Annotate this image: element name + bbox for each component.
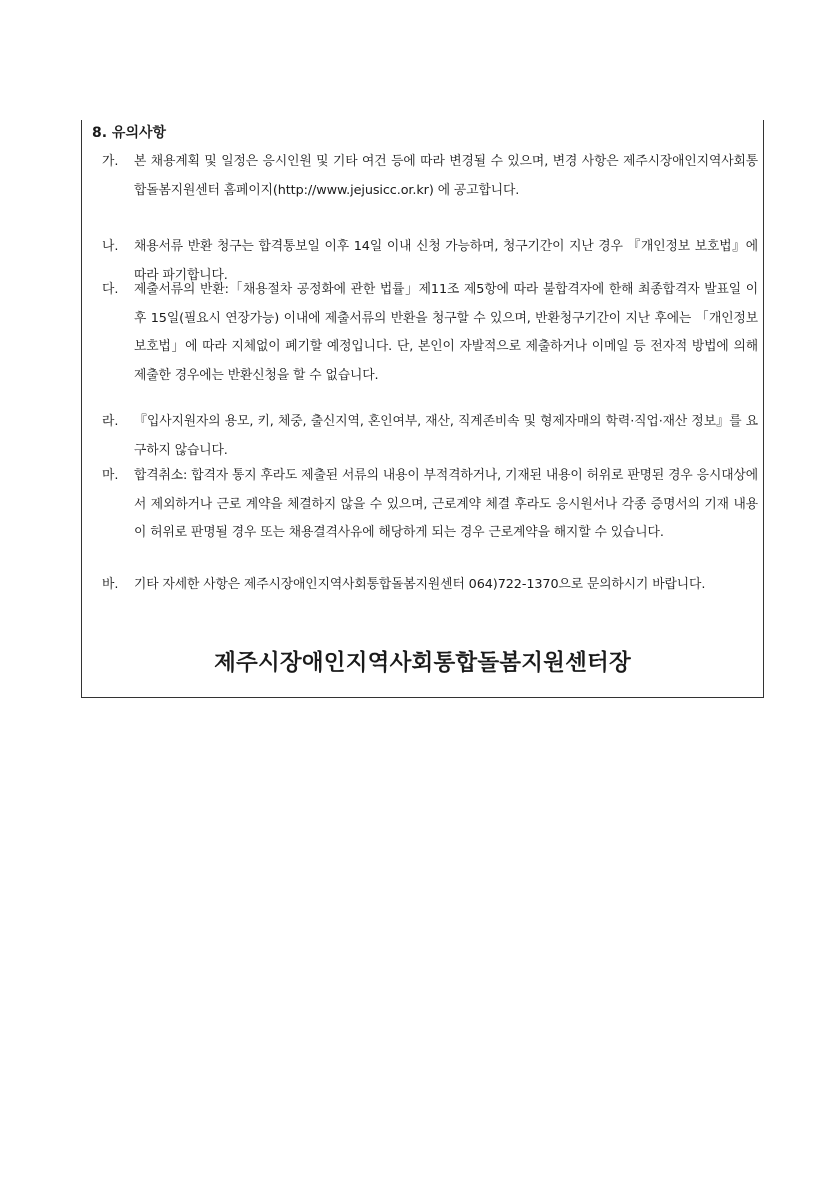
section-heading: 8. 유의사항	[92, 125, 167, 141]
item-number: 라.	[102, 414, 119, 429]
item-number: 마.	[102, 468, 119, 483]
item-text: 채용서류 반환 청구는 합격통보일 이후 14일 이내 신청 가능하며, 청구기간이 지난 경우 『개인정보 보호법』에 따라 파기합니다.	[134, 239, 758, 283]
item-text: 합격취소: 합격자 통지 후라도 제출된 서류의 내용이 부적격하거나, 기재된 내용이 허위로 판명된 경우 응시대상에서 제외하거나 근로 계약을 체결하지 않을 수 있으며, 근로계약 체결 후라도 응시원서나 각종 증명서의 기재 내용이 허위로 판명될 경우 또는 채용결격사유에 해당하게 되는 경우 근로계약을 해지할 수 있습니다.	[134, 468, 758, 540]
issuer-title: 제주시장애인지역사회통합돌봄지원센터장	[214, 650, 631, 676]
item-text: 기타 자세한 사항은 제주시장애인지역사회통합돌봄지원센터 064)722-1370으로 문의하시기 바랍니다.	[134, 577, 706, 592]
list-item	[102, 276, 758, 390]
item-text: 『입사지원자의 용모, 키, 체중, 출신지역, 혼인여부, 재산, 직계존비속 및 형제자매의 학력·직업·재산 정보』를 요구하지 않습니다.	[134, 414, 758, 458]
list-item	[102, 462, 758, 548]
item-text: 제출서류의 반환:「채용절차 공정화에 관한 법률」제11조 제5항에 따라 불합격자에 한해 최종합격자 발표일 이후 15일(필요시 연장가능) 이내에 제출서류의 반환을 청구할 수 있으며, 반환청구기간이 지난 후에는 「개인정보보호법」에 따라 지체없이 폐기할 예정입니다. 단, 본인이 자발적으로 제출하거나 이메일 등 전자적 방법에 의해 제출한 경우에는 반환신청을 할 수 없습니다.	[134, 282, 758, 383]
item-number: 다.	[102, 282, 119, 297]
item-text: 본 채용계획 및 일정은 응시인원 및 기타 여건 등에 따라 변경될 수 있으며, 변경 사항은 제주시장애인지역사회통합돌봄지원센터 홈페이지(http://www.jejusicc.or.kr) 에 공고합니다.	[134, 154, 758, 198]
item-number: 가.	[102, 154, 119, 169]
item-number: 나.	[102, 239, 119, 254]
list-item	[102, 408, 758, 465]
item-number: 바.	[102, 577, 119, 592]
list-item	[102, 571, 758, 600]
list-item	[102, 148, 758, 205]
notice-box	[81, 120, 764, 698]
